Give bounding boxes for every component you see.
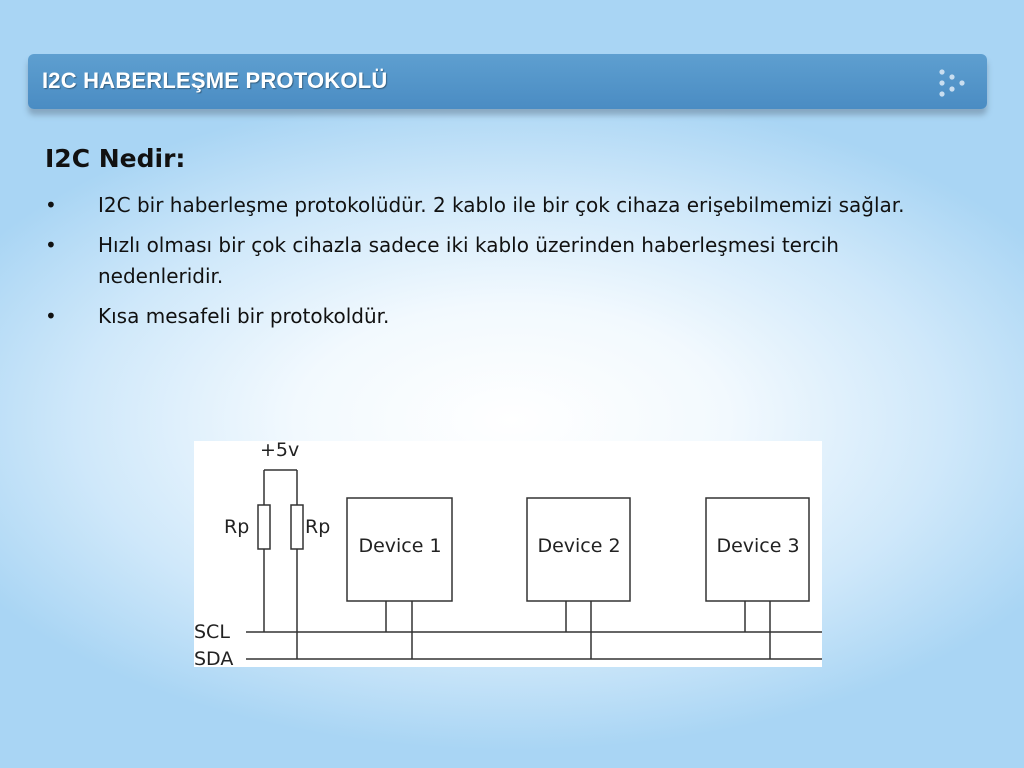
- scl-label: SCL: [194, 621, 230, 643]
- resistor-label: Rp: [305, 516, 331, 538]
- pullup-resistor: [291, 505, 303, 549]
- bullet-item: [45, 230, 905, 292]
- title-bar: [28, 54, 987, 109]
- bullet-icon: •: [45, 304, 57, 328]
- device-label: Device 2: [537, 535, 621, 557]
- bullet-text: Hızlı olması bir çok cihazla sadece iki kablo üzerinden haberleşmesi tercih nedenleridir.: [98, 233, 839, 288]
- bullet-text: Kısa mesafeli bir protokoldür.: [98, 304, 390, 328]
- i2c-bus-diagram: [194, 441, 822, 667]
- supply-label: +5v: [260, 441, 300, 461]
- bullet-text: I2C bir haberleşme protokolüdür. 2 kablo ile bir çok cihaza erişebilmemizi sağlar.: [98, 193, 905, 217]
- sda-label: SDA: [194, 648, 234, 667]
- slide-title: I2C HABERLEŞME PROTOKOLÜ: [42, 68, 388, 93]
- dots-icon: [934, 66, 974, 100]
- bullet-icon: •: [45, 233, 57, 257]
- device-label: Device 3: [716, 535, 800, 557]
- bullet-icon: •: [45, 193, 57, 217]
- section-heading: I2C Nedir:: [45, 144, 186, 173]
- pullup-resistor: [258, 505, 270, 549]
- bullet-item: [45, 190, 905, 221]
- bullet-item: [45, 301, 905, 332]
- resistor-label: Rp: [224, 516, 250, 538]
- bullet-list: [45, 190, 905, 341]
- device-label: Device 1: [358, 535, 442, 557]
